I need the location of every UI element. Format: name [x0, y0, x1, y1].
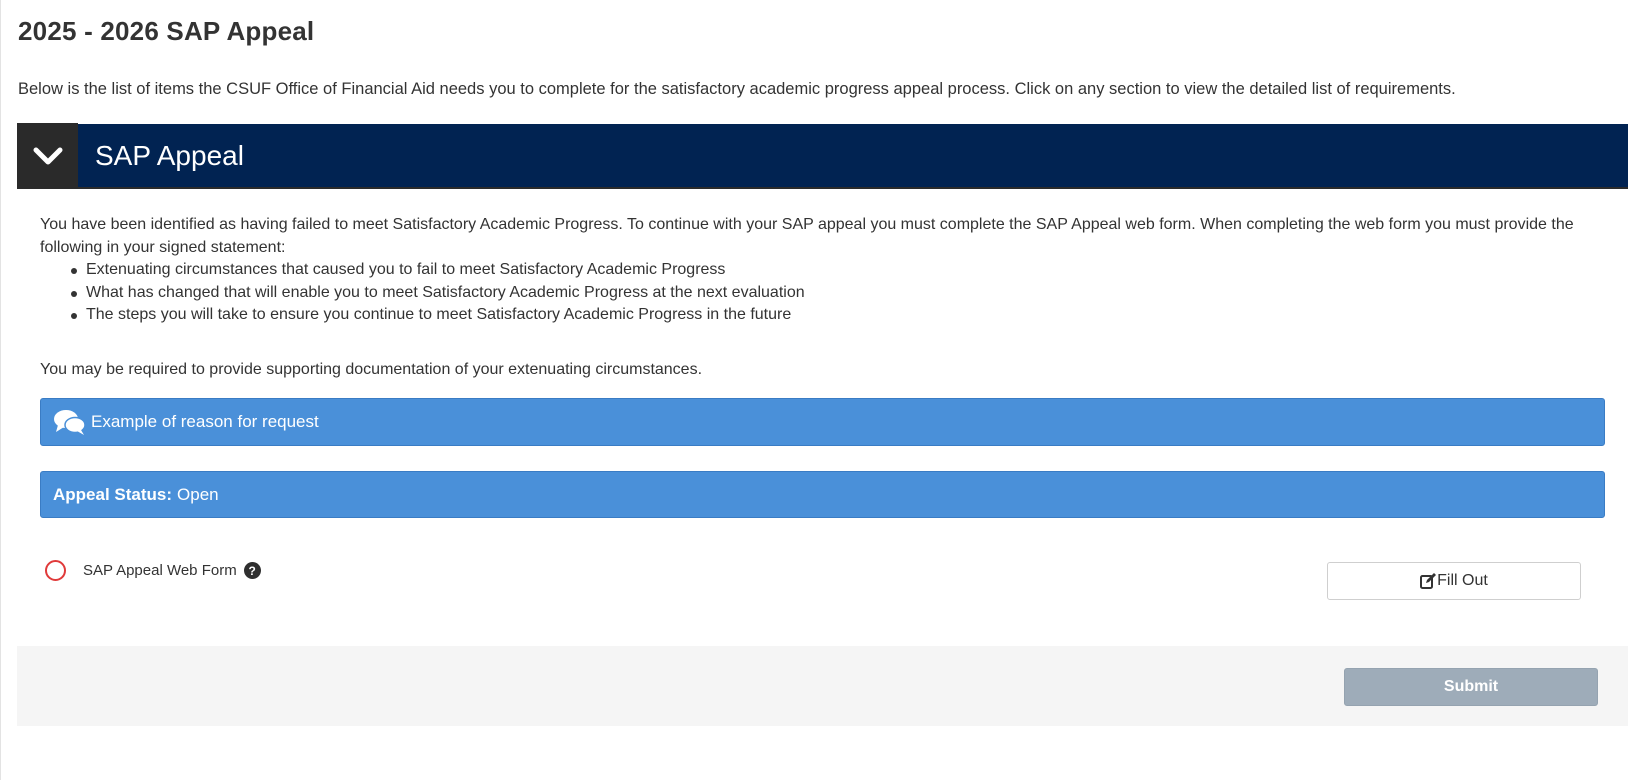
submit-button[interactable]: Submit [1344, 668, 1598, 706]
fill-out-label: Fill Out [1437, 572, 1488, 589]
web-form-label: SAP Appeal Web Form [83, 562, 237, 579]
chevron-down-icon [32, 145, 64, 167]
section-toggle-button[interactable] [17, 123, 78, 188]
page-title: 2025 - 2026 SAP Appeal [18, 16, 315, 46]
sap-appeal-section-header[interactable] [17, 124, 1628, 189]
web-form-item [45, 560, 261, 581]
section-description: You have been identified as having failed to meet Satisfactory Academic Progress. To continue with your SAP appeal you must complete the SAP Appeal web form. When completing the web form you must provide the following in your signed statement: [40, 216, 1574, 256]
example-reason-bar[interactable] [40, 398, 1605, 446]
list-item: Extenuating circumstances that caused you to fail to meet Satisfactory Academic Progress [86, 259, 1605, 282]
list-item: The steps you will take to ensure you continue to meet Satisfactory Academic Progress in the future [86, 304, 1605, 327]
documentation-note: You may be required to provide supporting documentation of your extenuating circumstances. [40, 360, 703, 378]
form-footer [17, 646, 1628, 726]
section-title: SAP Appeal [95, 139, 244, 171]
fill-out-button[interactable] [1327, 562, 1581, 600]
appeal-status-bar [40, 471, 1605, 518]
left-divider [0, 0, 1, 780]
example-reason-label: Example of reason for request [91, 412, 319, 431]
completion-radio[interactable] [45, 560, 66, 581]
comments-icon [53, 408, 87, 436]
status-value: Open [177, 484, 219, 504]
help-icon[interactable]: ? [244, 562, 261, 579]
edit-icon [1420, 573, 1436, 589]
list-item: What has changed that will enable you to meet Satisfactory Academic Progress at the next evaluation [86, 282, 1605, 305]
requirements-list [86, 259, 1605, 327]
status-label: Appeal Status: [53, 484, 173, 504]
intro-text: Below is the list of items the CSUF Office of Financial Aid needs you to complete for the satisfactory academic progress appeal process. Click on any section to view the detailed list of requirements. [18, 80, 1456, 98]
section-body [40, 213, 1605, 379]
